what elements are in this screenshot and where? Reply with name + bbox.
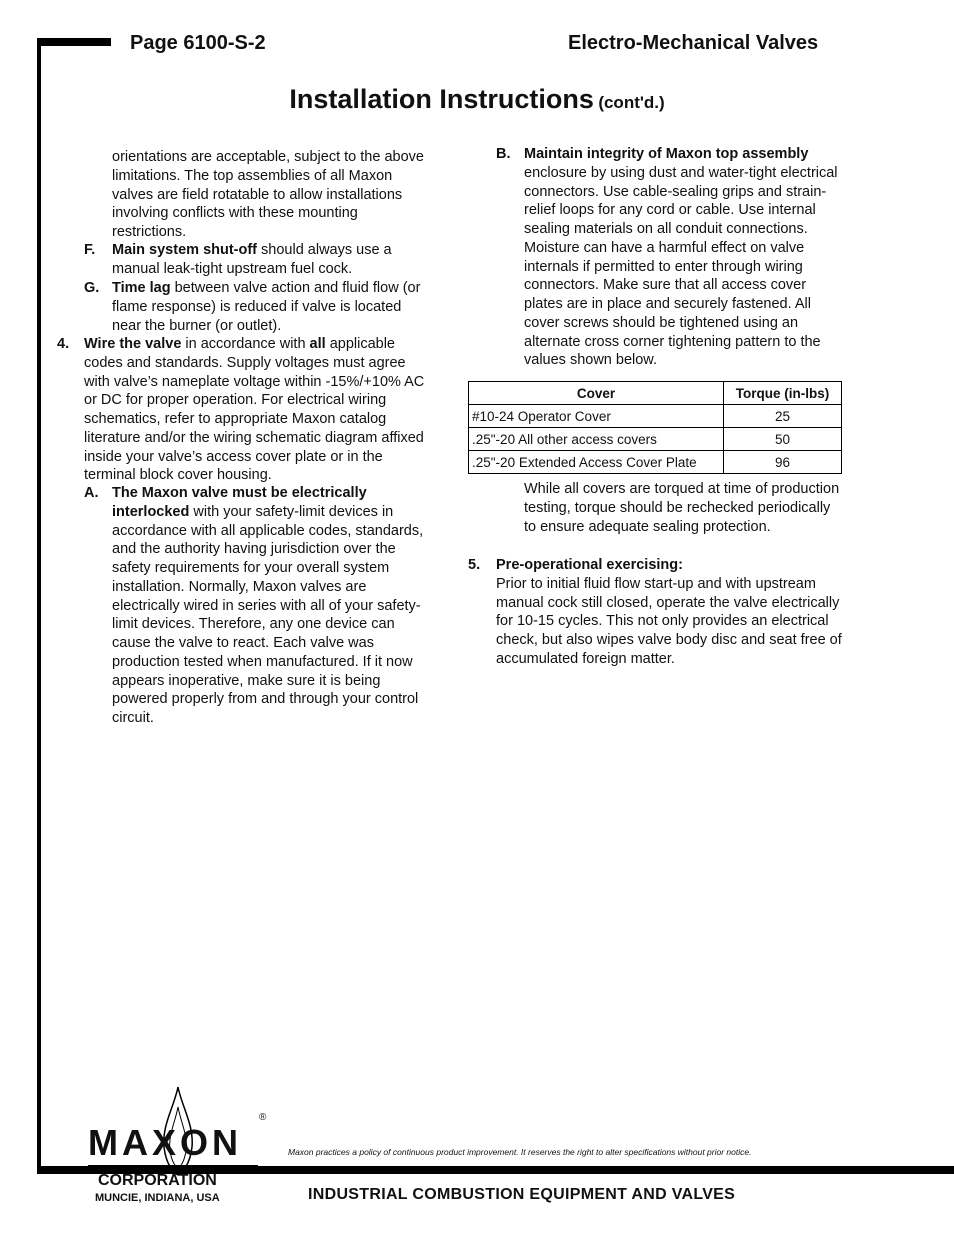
left-continuation-paragraph: [112, 148, 430, 242]
table-cell-torque: 25: [724, 405, 842, 428]
table-header-cover: Cover: [469, 382, 724, 405]
logo-corporation: CORPORATION: [98, 1172, 217, 1189]
page-frame-left-rule: [37, 38, 41, 1174]
item-4-bold-1: Wire the valve: [84, 336, 182, 352]
list-item-f: [84, 241, 430, 279]
item-f-bold: Main system shut-off: [112, 242, 258, 258]
page-label: Page 6100-S-2: [130, 32, 266, 54]
table-cell-cover: .25"-20 Extended Access Cover Plate: [469, 451, 724, 474]
footer-tagline: INDUSTRIAL COMBUSTION EQUIPMENT AND VALVES: [308, 1186, 736, 1203]
item-b-bold: Maintain integrity of Maxon top assembly: [524, 146, 809, 162]
item-5-bold: Pre-operational exercising:: [496, 557, 683, 573]
page-title: [0, 84, 954, 115]
item-f-marker: F.: [84, 242, 96, 258]
table-row: [469, 405, 842, 428]
table-cell-cover: .25"-20 All other access covers: [469, 428, 724, 451]
item-4-bold-2: all: [309, 336, 326, 352]
table-cell-torque: 50: [724, 428, 842, 451]
item-g-bold: Time lag: [112, 280, 171, 296]
item-a-text: with your safety-limit devices in accordance with all applicable codes, standards, and the authority having jurisdiction over the safety requirements for your overall system installation. Normally, Maxon valves are electrically wired in series with all of your safety-limit devices. Therefore, any one device can cause the valve to react. Each valve was production tested when manufactured. If it now appears inoperative, make sure it is being powered properly from and through your control circuit.: [112, 503, 424, 726]
table-row: [469, 428, 842, 451]
list-item-4: [57, 335, 432, 485]
list-item-a: [84, 484, 424, 728]
logo-location: MUNCIE, INDIANA, USA: [95, 1192, 220, 1204]
item-f-text: should always use a manual leak-tight upstream fuel cock.: [112, 242, 392, 277]
item-g-marker: G.: [84, 280, 100, 296]
item-g-text: between valve action and fluid flow (or flame response) is reduced if valve is located near the burner (or outlet).: [112, 280, 421, 334]
list-item-g: [84, 279, 430, 335]
page-frame-top-rule: [37, 38, 111, 46]
table-row: [469, 451, 842, 474]
section-title: Electro-Mechanical Valves: [568, 32, 819, 54]
title-main: Installation Instructions: [289, 84, 594, 114]
continuation-text: orientations are acceptable, subject to the above limitations. The top assemblies of all Maxon valves are field rotatable to allow installations involving conflicts with these mounting restrictions.: [112, 149, 424, 240]
list-item-b: [496, 145, 842, 370]
title-suffix: (cont'd.): [598, 93, 665, 112]
table-cell-torque: 96: [724, 451, 842, 474]
logo-rule: [88, 1165, 258, 1167]
item-b-text: enclosure by using dust and water-tight electrical connectors. Use cable-sealing grips and strain-relief loops for any cord or cable. Use internal sealing materials on all conduit connections. Moisture can have a harmful effect on valve internals if permitted to enter through wiring connectors. Make sure that all access cover plates are in place and securely fastened. All cover screws should be tightened using an alternate cross corner tightening pattern to the values shown below.: [524, 164, 838, 369]
footer-disclaimer: Maxon practices a policy of continuous product improvement. It reserves the right to alter specifications without prior notice.: [288, 1147, 752, 1157]
item-4-marker: 4.: [57, 336, 70, 352]
table-header-torque: Torque (in-lbs): [724, 382, 842, 405]
registered-mark: ®: [259, 1112, 267, 1123]
table-cell-cover: #10-24 Operator Cover: [469, 405, 724, 428]
item-5-marker: 5.: [468, 557, 481, 573]
item-a-marker: A.: [84, 485, 99, 501]
item-5-text: Prior to initial fluid flow start-up and with upstream manual cock still closed, operate the valve electrically for 10-15 cycles. This not only provides an electrical check, but also wipes valve body disc and seat free of accumulated foreign matter.: [496, 575, 842, 667]
after-table-paragraph: [524, 480, 842, 536]
item-4-text-2: applicable codes and standards. Supply voltages must agree with valve’s nameplate voltage within -15%/+10% AC or DC for proper operation. For electrical wiring schematics, refer to appropriate Maxon catalog literature and/or the wiring schematic diagram affixed inside your valve’s access cover plate or in the terminal block cover housing.: [84, 336, 425, 484]
item-4-text-1: in accordance with: [181, 336, 310, 352]
item-b-marker: B.: [496, 146, 511, 162]
after-table-text: While all covers are torqued at time of production testing, torque should be rechecked periodically to ensure adequate sealing protection.: [524, 481, 840, 535]
item-a-bold: The Maxon valve must be electrically interlocked: [112, 485, 367, 520]
logo-wordmark: MAXON: [88, 1122, 242, 1163]
table-header-row: [469, 382, 842, 405]
torque-table: [468, 381, 842, 474]
list-item-5: [468, 556, 844, 669]
